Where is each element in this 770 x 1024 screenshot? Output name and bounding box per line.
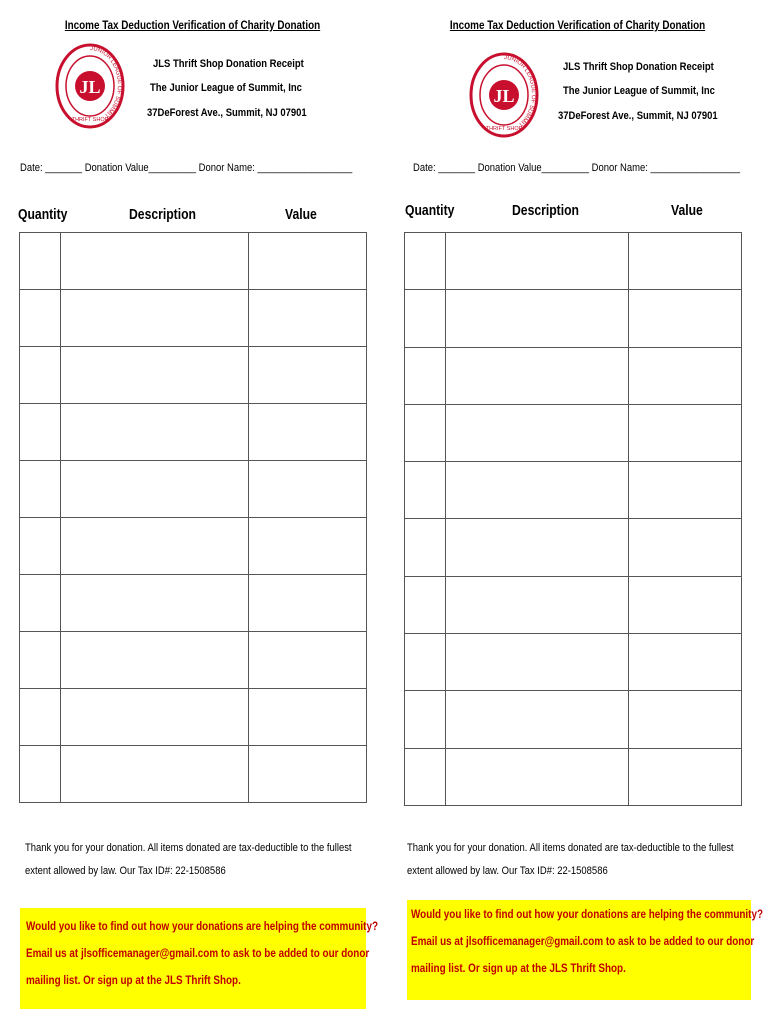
quantity-cell[interactable] xyxy=(20,290,61,347)
table-row xyxy=(405,290,742,347)
email-link-line[interactable]: Email us at jlsofficemanager@gmail.com to ask to be added to our donor xyxy=(26,948,370,960)
svg-text:JUNIOR LEAGUE OF SUMMIT: JUNIOR LEAGUE OF SUMMIT xyxy=(503,54,536,128)
value-cell[interactable] xyxy=(628,634,741,691)
table-row xyxy=(20,347,367,404)
value-cell[interactable] xyxy=(248,575,366,632)
svg-text:THRIFT SHOP: THRIFT SHOP xyxy=(71,117,109,123)
value-cell[interactable] xyxy=(248,632,366,689)
organization-name: The Junior League of Summit, Inc xyxy=(563,85,715,97)
description-cell[interactable] xyxy=(60,746,248,803)
value-cell[interactable] xyxy=(248,461,366,518)
value-cell[interactable] xyxy=(628,576,741,633)
receipt-heading: JLS Thrift Shop Donation Receipt xyxy=(153,58,304,70)
description-cell[interactable] xyxy=(445,462,628,519)
table-row xyxy=(20,233,367,290)
value-column-header: Value xyxy=(285,207,317,223)
donation-receipt-right xyxy=(385,0,770,1024)
receipt-title: Income Tax Deduction Verification of Charity Donation xyxy=(449,20,706,32)
value-cell[interactable] xyxy=(628,233,741,290)
quantity-cell[interactable] xyxy=(405,748,446,805)
value-cell[interactable] xyxy=(628,691,741,748)
value-cell[interactable] xyxy=(248,233,366,290)
table-row xyxy=(405,233,742,290)
description-cell[interactable] xyxy=(60,404,248,461)
quantity-cell[interactable] xyxy=(405,576,446,633)
svg-text:JUNIOR LEAGUE OF SUMMIT: JUNIOR LEAGUE OF SUMMIT xyxy=(89,45,122,119)
organization-address: 37DeForest Ave., Summit, NJ 07901 xyxy=(558,110,718,122)
description-cell[interactable] xyxy=(445,576,628,633)
thank-you-note: Thank you for your donation. All items donated are tax-deductible to the fullest extent allowed by law. Our Tax ID#: 22-1508586 xyxy=(25,842,352,877)
quantity-cell[interactable] xyxy=(405,404,446,461)
description-cell[interactable] xyxy=(445,634,628,691)
quantity-cell[interactable] xyxy=(405,691,446,748)
donor-mailing-list-callout: Would you like to find out how your donations are helping the community? Email us at jlsofficemanager@gmail.com to ask to be added to our donor mailing list. Or sign up at the JLS Thrift Shop. xyxy=(407,900,751,1000)
description-column-header: Description xyxy=(129,207,197,223)
svg-text:JL: JL xyxy=(79,77,101,97)
receipt-heading: JLS Thrift Shop Donation Receipt xyxy=(563,61,714,73)
description-cell[interactable] xyxy=(445,519,628,576)
quantity-cell[interactable] xyxy=(20,461,61,518)
description-cell[interactable] xyxy=(445,404,628,461)
table-row xyxy=(405,691,742,748)
table-row xyxy=(405,634,742,691)
table-row xyxy=(20,632,367,689)
description-cell[interactable] xyxy=(60,233,248,290)
quantity-cell[interactable] xyxy=(405,347,446,404)
email-link-line[interactable]: Email us at jlsofficemanager@gmail.com to ask to be added to our donor xyxy=(411,936,755,948)
quantity-cell[interactable] xyxy=(20,689,61,746)
quantity-cell[interactable] xyxy=(20,632,61,689)
description-cell[interactable] xyxy=(60,575,248,632)
table-row xyxy=(405,519,742,576)
value-cell[interactable] xyxy=(248,518,366,575)
quantity-cell[interactable] xyxy=(20,347,61,404)
description-cell[interactable] xyxy=(60,461,248,518)
value-cell[interactable] xyxy=(628,347,741,404)
description-cell[interactable] xyxy=(60,290,248,347)
quantity-column-header: Quantity xyxy=(405,203,455,219)
svg-text:THRIFT SHOP: THRIFT SHOP xyxy=(485,126,523,132)
date-value-donor-line[interactable]: Date: _______ Donation Value_________ Donor Name: __________________ xyxy=(20,162,353,174)
table-row xyxy=(20,461,367,518)
table-row xyxy=(405,347,742,404)
junior-league-seal-logo xyxy=(469,52,539,138)
quantity-cell[interactable] xyxy=(20,746,61,803)
quantity-column-header: Quantity xyxy=(18,207,68,223)
table-row xyxy=(20,689,367,746)
organization-address: 37DeForest Ave., Summit, NJ 07901 xyxy=(147,107,307,119)
donation-items-table xyxy=(19,232,367,803)
table-row xyxy=(405,748,742,805)
value-cell[interactable] xyxy=(248,347,366,404)
junior-league-seal-logo xyxy=(55,43,125,129)
description-cell[interactable] xyxy=(445,347,628,404)
receipt-title: Income Tax Deduction Verification of Charity Donation xyxy=(64,20,321,32)
quantity-cell[interactable] xyxy=(20,518,61,575)
description-cell[interactable] xyxy=(445,290,628,347)
description-column-header: Description xyxy=(512,203,580,219)
quantity-cell[interactable] xyxy=(405,519,446,576)
quantity-cell[interactable] xyxy=(405,634,446,691)
table-row xyxy=(405,404,742,461)
quantity-cell[interactable] xyxy=(20,575,61,632)
value-cell[interactable] xyxy=(248,689,366,746)
table-row xyxy=(405,462,742,519)
value-cell[interactable] xyxy=(248,290,366,347)
description-cell[interactable] xyxy=(445,691,628,748)
value-cell[interactable] xyxy=(248,746,366,803)
table-row xyxy=(20,290,367,347)
donor-mailing-list-callout: Would you like to find out how your donations are helping the community? Email us at jlsofficemanager@gmail.com to ask to be added to our donor mailing list. Or sign up at the JLS Thrift Shop. xyxy=(20,908,366,1009)
value-cell[interactable] xyxy=(248,404,366,461)
value-column-header: Value xyxy=(671,203,703,219)
description-cell[interactable] xyxy=(60,632,248,689)
description-cell[interactable] xyxy=(445,748,628,805)
table-row xyxy=(20,404,367,461)
table-row xyxy=(20,575,367,632)
quantity-cell[interactable] xyxy=(20,233,61,290)
organization-name: The Junior League of Summit, Inc xyxy=(150,82,302,94)
value-cell[interactable] xyxy=(628,519,741,576)
svg-text:JL: JL xyxy=(493,86,515,106)
quantity-cell[interactable] xyxy=(20,404,61,461)
quantity-cell[interactable] xyxy=(405,233,446,290)
value-cell[interactable] xyxy=(628,748,741,805)
quantity-cell[interactable] xyxy=(405,462,446,519)
value-cell[interactable] xyxy=(628,290,741,347)
value-cell[interactable] xyxy=(628,462,741,519)
thank-you-note: Thank you for your donation. All items donated are tax-deductible to the fullest extent allowed by law. Our Tax ID#: 22-1508586 xyxy=(407,842,734,877)
quantity-cell[interactable] xyxy=(405,290,446,347)
donation-items-table xyxy=(404,232,742,806)
description-cell[interactable] xyxy=(445,233,628,290)
description-cell[interactable] xyxy=(60,518,248,575)
table-row xyxy=(405,576,742,633)
description-cell[interactable] xyxy=(60,347,248,404)
value-cell[interactable] xyxy=(628,404,741,461)
table-row xyxy=(20,746,367,803)
description-cell[interactable] xyxy=(60,689,248,746)
date-value-donor-line[interactable]: Date: _______ Donation Value_________ Donor Name: _________________ xyxy=(413,162,741,174)
table-row xyxy=(20,518,367,575)
